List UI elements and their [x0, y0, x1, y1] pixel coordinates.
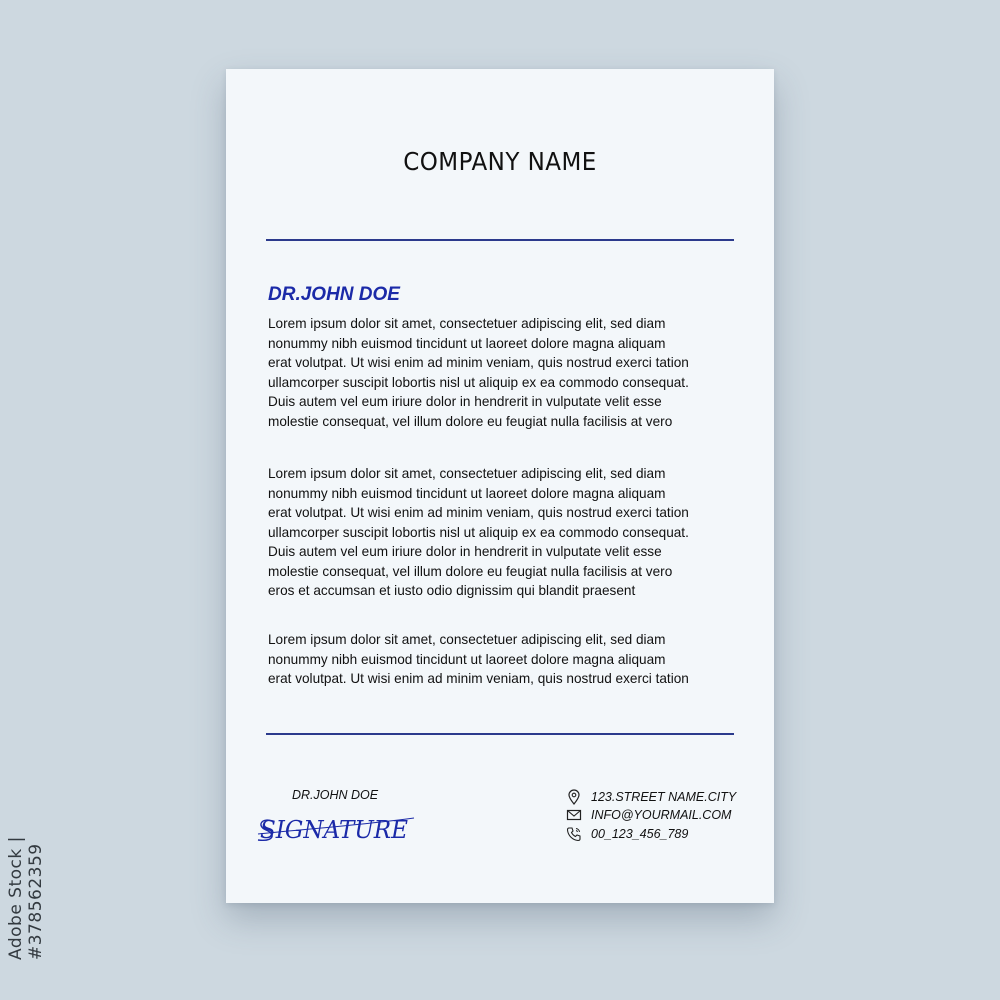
footer-author-name: DR.JOHN DOE [292, 788, 379, 802]
location-pin-icon [566, 789, 582, 805]
address-text: 123.STREET NAME.CITY [591, 790, 737, 804]
stock-id-watermark: Adobe Stock | #378562359 [6, 836, 46, 960]
paragraph-line: nonummy nibh euismod tincidunt ut laoreet dolore magna aliquam [268, 651, 666, 667]
paragraph-line: Lorem ipsum dolor sit amet, consectetuer adipiscing elit, sed diam [268, 466, 666, 481]
paragraph-line: Lorem ipsum dolor sit amet, consectetuer adipiscing elit, sed diam [268, 632, 666, 647]
paragraph-line: nonummy nibh euismod tincidunt ut laoreet dolore magna aliquam [268, 335, 666, 351]
footer-divider [266, 733, 734, 735]
signature-text: SIGNATURE [260, 816, 409, 844]
header-divider [266, 239, 734, 241]
company-name: COMPANY NAME [403, 147, 597, 176]
paragraph-line: molestie consequat, vel illum dolore eu feugiat nulla facilisis at vero [268, 413, 673, 429]
paragraph-line: erat volutpat. Ut wisi enim ad minim veniam, quis nostrud exerci tation [268, 505, 689, 520]
author-name: DR.JOHN DOE [268, 284, 400, 305]
paragraph-line: molestie consequat, vel illum dolore eu feugiat nulla facilisis at vero [268, 563, 673, 579]
contact-address [566, 788, 736, 806]
letterhead-page [226, 69, 774, 903]
paragraph-line: erat volutpat. Ut wisi enim ad minim veniam, quis nostrud exerci tation [268, 671, 689, 686]
paragraph-line: nonummy nibh euismod tincidunt ut laoreet dolore magna aliquam [268, 485, 666, 501]
paragraph-line: ullamcorper suscipit lobortis nisl ut aliquip ex ea commodo consequat. [268, 374, 689, 390]
contact-phone [566, 825, 688, 843]
body-paragraph [268, 314, 748, 431]
signature-mark [254, 804, 418, 844]
phone-icon [566, 826, 582, 842]
paragraph-line: Duis autem vel eum iriure dolor in hendrerit in vulputate velit esse [268, 544, 662, 559]
body-paragraph [268, 464, 748, 601]
paragraph-line: erat volutpat. Ut wisi enim ad minim veniam, quis nostrud exerci tation [268, 355, 689, 370]
paragraph-line: Duis autem vel eum iriure dolor in hendrerit in vulputate velit esse [268, 394, 662, 409]
phone-text: 00_123_456_789 [591, 827, 689, 841]
body-paragraph [268, 630, 748, 689]
paragraph-line: eros et accumsan et iusto odio dignissim qui blandit praesent [268, 583, 636, 598]
paragraph-line: Lorem ipsum dolor sit amet, consectetuer adipiscing elit, sed diam [268, 316, 666, 331]
email-text: INFO@YOURMAIL.COM [591, 808, 732, 822]
contact-email [566, 806, 731, 824]
envelope-icon [566, 807, 582, 823]
paragraph-line: ullamcorper suscipit lobortis nisl ut aliquip ex ea commodo consequat. [268, 524, 689, 540]
